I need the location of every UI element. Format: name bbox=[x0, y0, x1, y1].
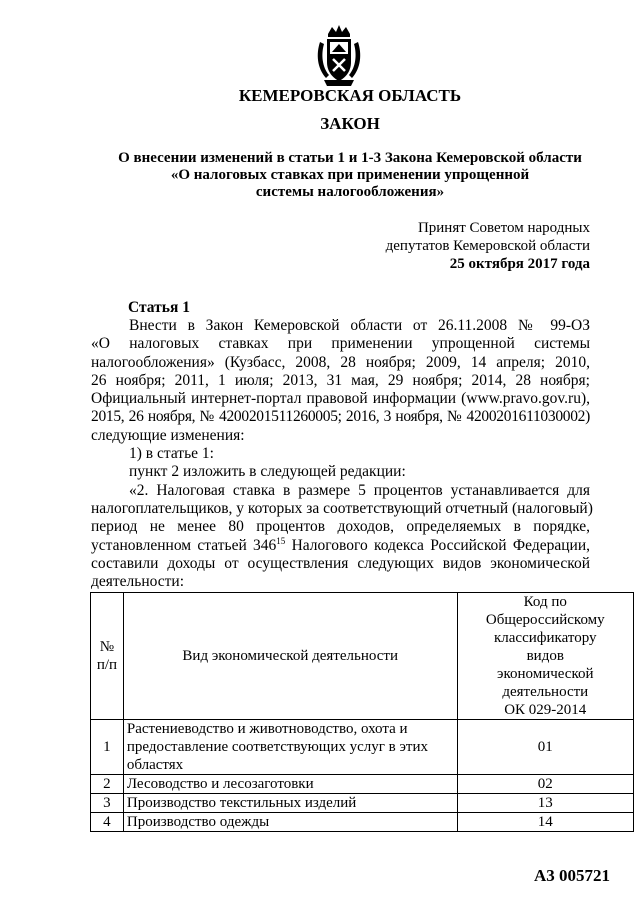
text-line: 26 ноября; 2011, 1 июля; 2013, 31 мая, 29 ноября; 2014, 28 ноября; bbox=[91, 371, 590, 389]
row-activity: Растениеводство и животноводство, охота и предоставление соответствующих услуг в этих областях bbox=[123, 720, 457, 775]
article-heading: Статья 1 bbox=[128, 299, 190, 316]
text-line: деятельности: bbox=[91, 573, 185, 591]
text-fragment: установленном статьей 346 bbox=[91, 536, 277, 554]
coat-of-arms-icon bbox=[314, 24, 364, 88]
activity-table bbox=[90, 592, 634, 832]
header-code-line: деятельности bbox=[502, 684, 589, 700]
list-item: 1) в статье 1: bbox=[129, 445, 214, 463]
law-title bbox=[60, 150, 640, 201]
law-title-line: О внесении изменений в статьи 1 и 1-3 Закона Кемеровской области bbox=[118, 150, 582, 166]
header-code-line: Код по bbox=[523, 594, 567, 610]
adoption-block bbox=[386, 219, 590, 273]
header-activity: Вид экономической деятельности bbox=[123, 593, 457, 720]
row-num: 4 bbox=[91, 813, 124, 832]
row-num: 1 bbox=[91, 720, 124, 775]
header-num-line: № bbox=[99, 639, 115, 655]
row-num: 2 bbox=[91, 775, 124, 794]
text-line: следующие изменения: bbox=[91, 426, 245, 444]
adoption-line: депутатов Кемеровской области bbox=[385, 238, 590, 254]
table-row bbox=[91, 775, 634, 794]
header-code-line: видов bbox=[526, 648, 564, 664]
text-line bbox=[91, 537, 590, 555]
table-row bbox=[91, 720, 634, 775]
adoption-line: Принят Советом народных bbox=[417, 220, 590, 236]
text-fragment: Налогового кодекса Российской Федерации, bbox=[285, 536, 590, 554]
row-code: 01 bbox=[457, 720, 633, 775]
text-line: налогообложения» (Кузбасс, 2008, 28 ноября; 2009, 14 апреля; 2010, bbox=[91, 353, 590, 371]
text-line: составили доходы от осуществления следующих видов экономической bbox=[91, 554, 590, 572]
superscript: 15 bbox=[276, 535, 286, 546]
table-row bbox=[91, 794, 634, 813]
region-name: КЕМЕРОВСКАЯ ОБЛАСТЬ bbox=[238, 86, 462, 105]
text-line: Внести в Закон Кемеровской области от 26.11.2008 № 99-ОЗ bbox=[129, 317, 590, 334]
document-type: ЗАКОН bbox=[320, 114, 380, 133]
text-line: «О налоговых ставках при применении упрощенной системы bbox=[91, 335, 590, 353]
header-code-line: классификатору bbox=[494, 630, 597, 646]
header-num-line: п/п bbox=[96, 657, 118, 673]
row-activity: Лесоводство и лесозаготовки bbox=[123, 775, 457, 794]
header-num bbox=[91, 593, 124, 720]
text-line: Официальный интернет-портал правовой информации (www.pravo.gov.ru), bbox=[91, 390, 590, 408]
table-row bbox=[91, 813, 634, 832]
adoption-date: 25 октября 2017 года bbox=[449, 256, 590, 272]
text-line: 2015, 26 ноября, № 4200201511260005; 2016, 3 ноября, № 4200201611030002) bbox=[91, 408, 590, 426]
text-line: период не менее 80 процентов доходов, определяемых в порядке, bbox=[91, 518, 590, 536]
form-serial-number: А3 005721 bbox=[533, 866, 610, 885]
row-activity: Производство одежды bbox=[123, 813, 457, 832]
row-code: 02 bbox=[457, 775, 633, 794]
text-line: «2. Налоговая ставка в размере 5 процентов устанавливается для bbox=[129, 481, 590, 499]
table-header-row bbox=[91, 593, 634, 720]
header-code-line: экономической bbox=[497, 666, 594, 682]
text-line: налогоплательщиков, у которых за соответствующий отчетный (налоговый) bbox=[91, 499, 593, 517]
law-title-line: «О налоговых ставках при применении упрощенной bbox=[170, 167, 530, 183]
header-code-line: Общероссийскому bbox=[485, 612, 605, 628]
article-body bbox=[91, 317, 593, 591]
header-code-line: ОК 029-2014 bbox=[504, 702, 587, 718]
header-code bbox=[457, 593, 633, 720]
row-code: 13 bbox=[457, 794, 633, 813]
row-code: 14 bbox=[457, 813, 633, 832]
row-num: 3 bbox=[91, 794, 124, 813]
list-item: пункт 2 изложить в следующей редакции: bbox=[129, 463, 406, 481]
law-title-line: системы налогообложения» bbox=[255, 184, 445, 200]
row-activity: Производство текстильных изделий bbox=[123, 794, 457, 813]
